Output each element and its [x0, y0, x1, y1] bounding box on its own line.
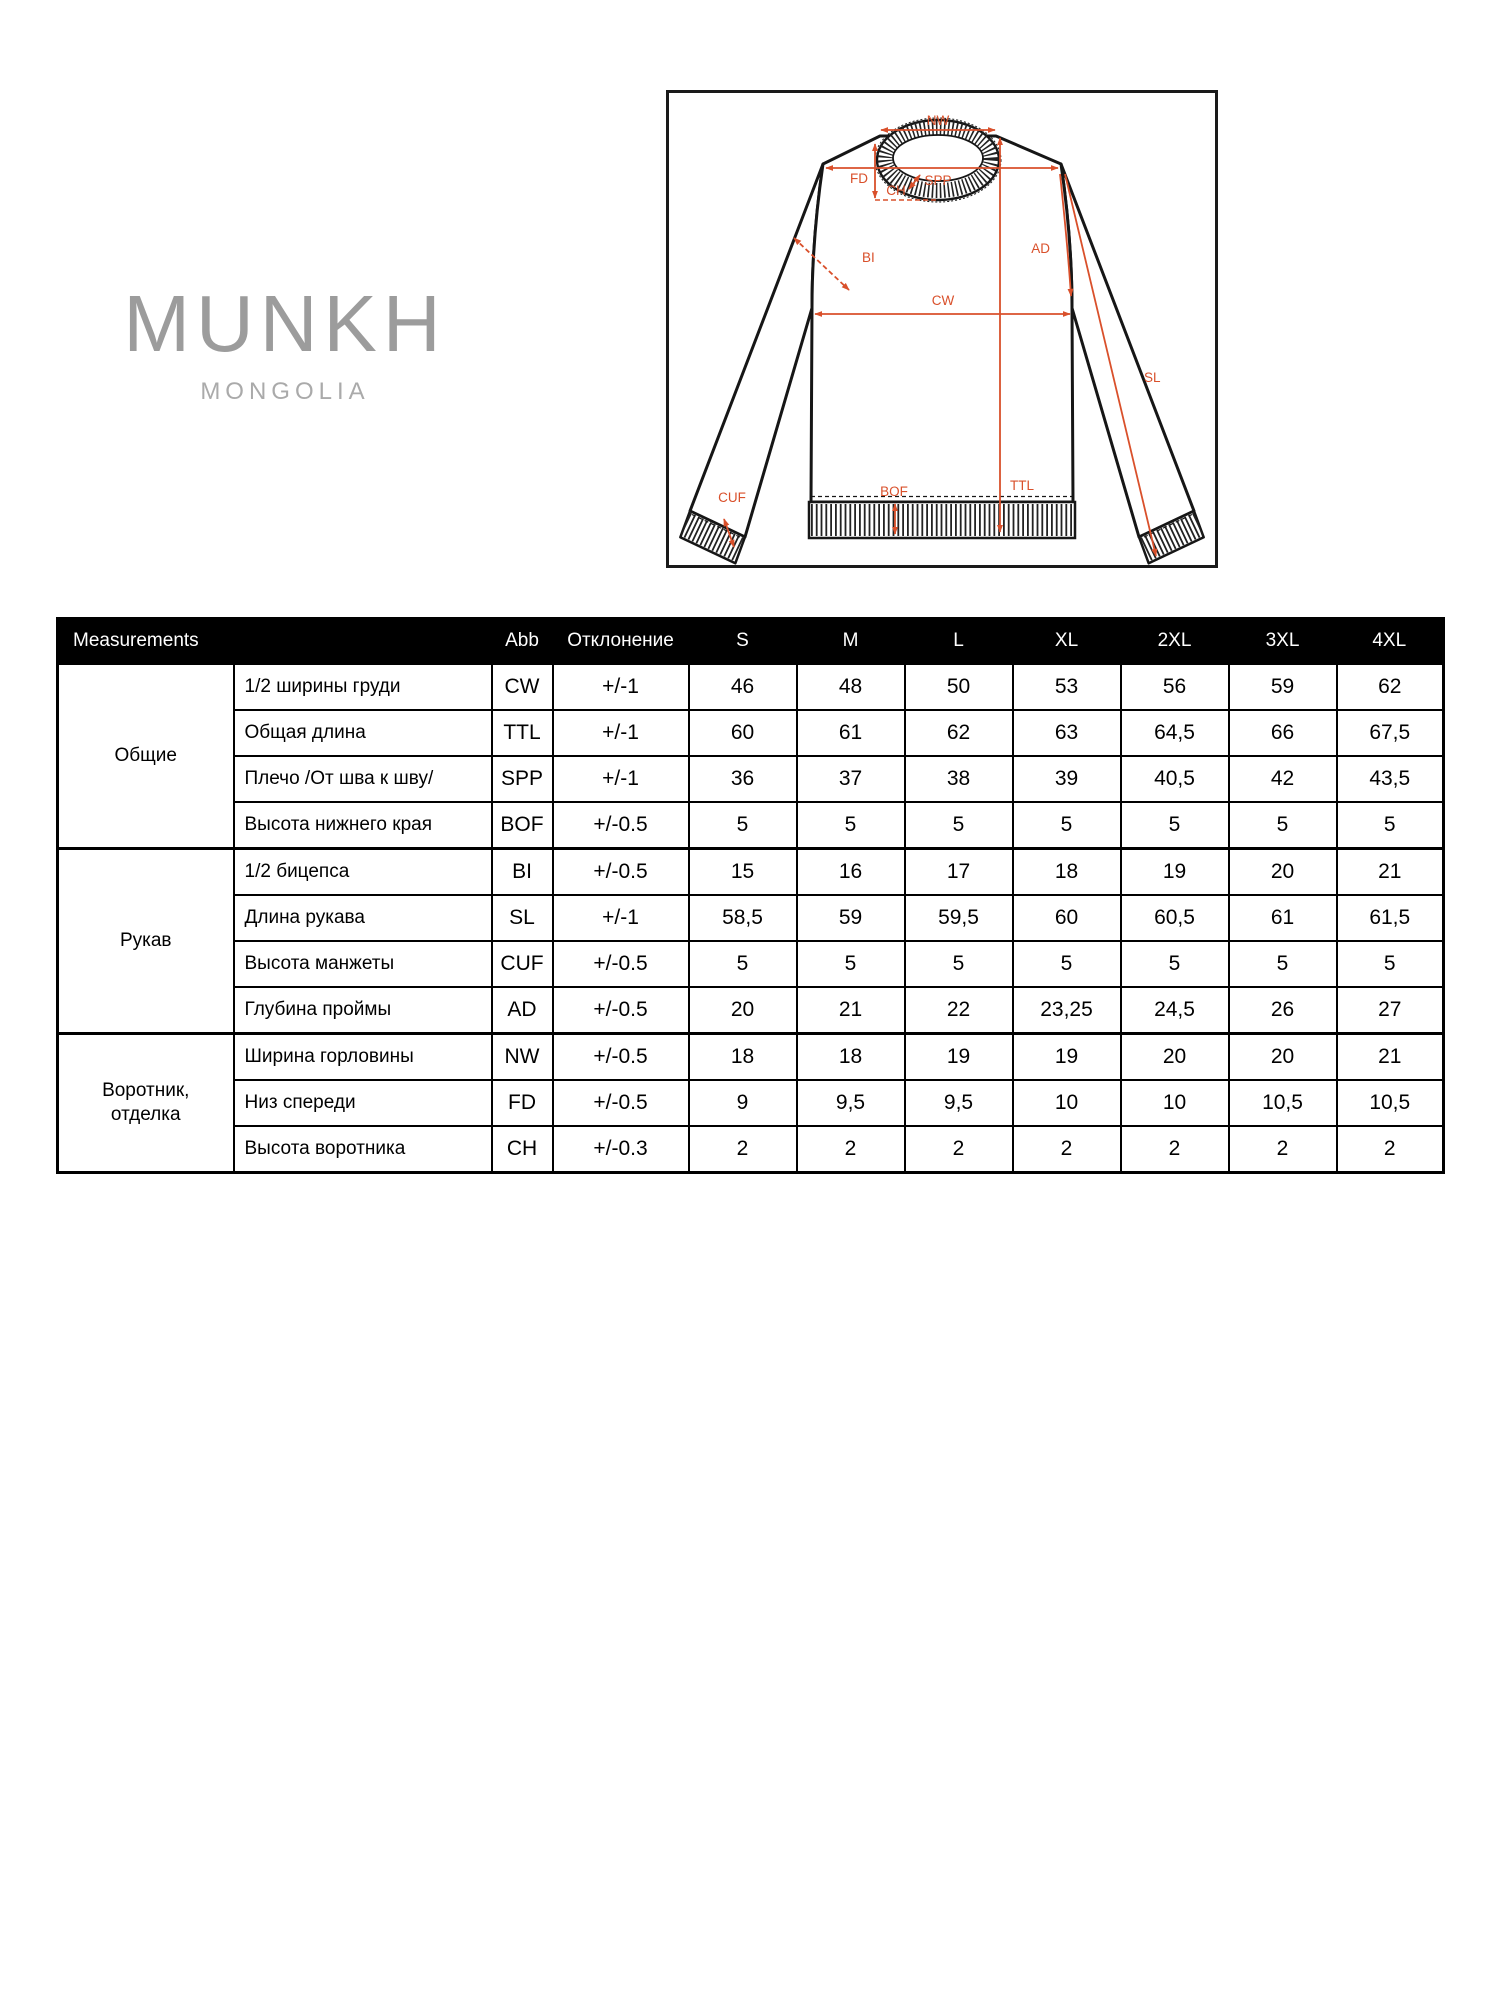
- size-value-cell: 58,5: [689, 895, 797, 941]
- size-value-cell: 9,5: [797, 1080, 905, 1126]
- label-bi: BI: [862, 250, 875, 265]
- size-table-body: [58, 664, 1444, 1173]
- measure-name-cell: Плечо /От шва к шву/: [234, 756, 492, 802]
- size-value-cell: 36: [689, 756, 797, 802]
- size-table: [56, 617, 1445, 1174]
- table-row: [58, 710, 1444, 756]
- size-value-cell: 37: [797, 756, 905, 802]
- deviation-cell: +/-1: [553, 756, 689, 802]
- label-fd: FD: [850, 171, 868, 186]
- size-value-cell: 61: [797, 710, 905, 756]
- size-value-cell: 5: [1337, 941, 1444, 987]
- brand-logo: [118, 279, 452, 405]
- measure-name-cell: 1/2 бицепса: [234, 849, 492, 896]
- deviation-cell: +/-1: [553, 895, 689, 941]
- abb-cell: SPP: [492, 756, 553, 802]
- size-value-cell: 5: [797, 941, 905, 987]
- size-value-cell: 17: [905, 849, 1013, 896]
- column-header-measurements: Measurements: [58, 619, 492, 664]
- size-value-cell: 5: [1013, 802, 1121, 849]
- size-value-cell: 59: [797, 895, 905, 941]
- group-cell: Рукав: [58, 849, 234, 1034]
- size-value-cell: 18: [797, 1034, 905, 1081]
- size-value-cell: 5: [689, 802, 797, 849]
- size-value-cell: 63: [1013, 710, 1121, 756]
- label-sl: SL: [1144, 370, 1161, 385]
- size-value-cell: 38: [905, 756, 1013, 802]
- deviation-cell: +/-0.5: [553, 987, 689, 1034]
- abb-cell: CUF: [492, 941, 553, 987]
- size-value-cell: 5: [905, 941, 1013, 987]
- size-value-cell: 9: [689, 1080, 797, 1126]
- size-value-cell: 5: [1013, 941, 1121, 987]
- measure-name-cell: Высота нижнего края: [234, 802, 492, 849]
- column-header-abb: Abb: [492, 619, 553, 664]
- column-header-size: 4XL: [1337, 619, 1444, 664]
- abb-cell: FD: [492, 1080, 553, 1126]
- size-value-cell: 21: [1337, 849, 1444, 896]
- size-value-cell: 50: [905, 664, 1013, 711]
- size-value-cell: 15: [689, 849, 797, 896]
- size-value-cell: 5: [1229, 941, 1337, 987]
- table-row: [58, 756, 1444, 802]
- size-value-cell: 23,25: [1013, 987, 1121, 1034]
- size-value-cell: 53: [1013, 664, 1121, 711]
- brand-name: MUNKH: [123, 279, 447, 368]
- deviation-cell: +/-0.5: [553, 802, 689, 849]
- hem-band: [809, 497, 1075, 539]
- size-value-cell: 24,5: [1121, 987, 1229, 1034]
- abb-cell: BOF: [492, 802, 553, 849]
- measure-name-cell: Высота манжеты: [234, 941, 492, 987]
- abb-cell: CH: [492, 1126, 553, 1173]
- column-header-size: 2XL: [1121, 619, 1229, 664]
- size-value-cell: 60,5: [1121, 895, 1229, 941]
- abb-cell: CW: [492, 664, 553, 711]
- abb-cell: NW: [492, 1034, 553, 1081]
- size-value-cell: 5: [1121, 941, 1229, 987]
- measure-name-cell: 1/2 ширины груди: [234, 664, 492, 711]
- table-row: [58, 1080, 1444, 1126]
- size-value-cell: 16: [797, 849, 905, 896]
- table-row: [58, 941, 1444, 987]
- size-value-cell: 2: [1229, 1126, 1337, 1173]
- size-value-cell: 40,5: [1121, 756, 1229, 802]
- size-value-cell: 2: [689, 1126, 797, 1173]
- size-value-cell: 64,5: [1121, 710, 1229, 756]
- table-row: [58, 987, 1444, 1034]
- deviation-cell: +/-0.5: [553, 1080, 689, 1126]
- table-row: [58, 895, 1444, 941]
- deviation-cell: +/-1: [553, 664, 689, 711]
- size-value-cell: 43,5: [1337, 756, 1444, 802]
- size-value-cell: 21: [1337, 1034, 1444, 1081]
- size-value-cell: 19: [1013, 1034, 1121, 1081]
- deviation-cell: +/-0.3: [553, 1126, 689, 1173]
- size-value-cell: 56: [1121, 664, 1229, 711]
- size-value-cell: 10: [1013, 1080, 1121, 1126]
- measure-name-cell: Глубина проймы: [234, 987, 492, 1034]
- size-value-cell: 10,5: [1229, 1080, 1337, 1126]
- size-value-cell: 42: [1229, 756, 1337, 802]
- label-cuf: CUF: [718, 490, 746, 505]
- measure-name-cell: Низ спереди: [234, 1080, 492, 1126]
- group-cell: Воротник, отделка: [58, 1034, 234, 1173]
- size-value-cell: 19: [905, 1034, 1013, 1081]
- table-row: [58, 1034, 1444, 1081]
- abb-cell: TTL: [492, 710, 553, 756]
- deviation-cell: +/-0.5: [553, 941, 689, 987]
- size-value-cell: 61,5: [1337, 895, 1444, 941]
- size-value-cell: 19: [1121, 849, 1229, 896]
- size-value-cell: 20: [1229, 1034, 1337, 1081]
- group-cell: Общие: [58, 664, 234, 849]
- size-value-cell: 2: [797, 1126, 905, 1173]
- header-row: [58, 619, 1444, 664]
- size-value-cell: 22: [905, 987, 1013, 1034]
- deviation-cell: +/-0.5: [553, 1034, 689, 1081]
- size-value-cell: 18: [1013, 849, 1121, 896]
- size-value-cell: 10: [1121, 1080, 1229, 1126]
- size-value-cell: 5: [1121, 802, 1229, 849]
- size-value-cell: 5: [1229, 802, 1337, 849]
- size-value-cell: 66: [1229, 710, 1337, 756]
- size-value-cell: 5: [797, 802, 905, 849]
- table-row: [58, 1126, 1444, 1173]
- size-value-cell: 26: [1229, 987, 1337, 1034]
- label-ch: CH: [886, 183, 906, 198]
- size-value-cell: 5: [905, 802, 1013, 849]
- size-value-cell: 60: [1013, 895, 1121, 941]
- column-header-size: 3XL: [1229, 619, 1337, 664]
- size-value-cell: 2: [1013, 1126, 1121, 1173]
- size-value-cell: 10,5: [1337, 1080, 1444, 1126]
- size-value-cell: 27: [1337, 987, 1444, 1034]
- abb-cell: SL: [492, 895, 553, 941]
- size-value-cell: 67,5: [1337, 710, 1444, 756]
- brand-subtitle: MONGOLIA: [200, 378, 370, 405]
- label-bof: BOF: [880, 484, 908, 499]
- column-header-deviation: Отклонение: [553, 619, 689, 664]
- label-ttl: TTL: [1010, 478, 1035, 493]
- table-row: [58, 849, 1444, 896]
- abb-cell: AD: [492, 987, 553, 1034]
- size-value-cell: 39: [1013, 756, 1121, 802]
- label-spp: SPP: [924, 173, 952, 188]
- measure-name-cell: Длина рукава: [234, 895, 492, 941]
- size-value-cell: 46: [689, 664, 797, 711]
- measure-name-cell: Высота воротника: [234, 1126, 492, 1173]
- size-value-cell: 60: [689, 710, 797, 756]
- label-ad: AD: [1031, 241, 1050, 256]
- deviation-cell: +/-1: [553, 710, 689, 756]
- measure-name-cell: Общая длина: [234, 710, 492, 756]
- size-value-cell: 62: [1337, 664, 1444, 711]
- table-row: [58, 802, 1444, 849]
- size-value-cell: 62: [905, 710, 1013, 756]
- label-cw: CW: [931, 293, 955, 308]
- size-value-cell: 61: [1229, 895, 1337, 941]
- size-table-container: [56, 617, 1442, 1174]
- column-header-size: XL: [1013, 619, 1121, 664]
- size-value-cell: 59,5: [905, 895, 1013, 941]
- table-row: [58, 664, 1444, 711]
- column-header-size: L: [905, 619, 1013, 664]
- abb-cell: BI: [492, 849, 553, 896]
- column-header-size: M: [797, 619, 905, 664]
- size-value-cell: 59: [1229, 664, 1337, 711]
- size-value-cell: 18: [689, 1034, 797, 1081]
- measure-name-cell: Ширина горловины: [234, 1034, 492, 1081]
- column-header-size: S: [689, 619, 797, 664]
- size-value-cell: 20: [1121, 1034, 1229, 1081]
- size-value-cell: 5: [689, 941, 797, 987]
- size-value-cell: 5: [1337, 802, 1444, 849]
- size-value-cell: 20: [689, 987, 797, 1034]
- label-nw: NW: [926, 113, 950, 128]
- size-value-cell: 2: [905, 1126, 1013, 1173]
- size-value-cell: 20: [1229, 849, 1337, 896]
- deviation-cell: +/-0.5: [553, 849, 689, 896]
- size-value-cell: 21: [797, 987, 905, 1034]
- size-value-cell: 2: [1121, 1126, 1229, 1173]
- sweater-diagram: [666, 90, 1218, 568]
- size-value-cell: 9,5: [905, 1080, 1013, 1126]
- size-table-header: [58, 619, 1444, 664]
- size-value-cell: 48: [797, 664, 905, 711]
- size-value-cell: 2: [1337, 1126, 1444, 1173]
